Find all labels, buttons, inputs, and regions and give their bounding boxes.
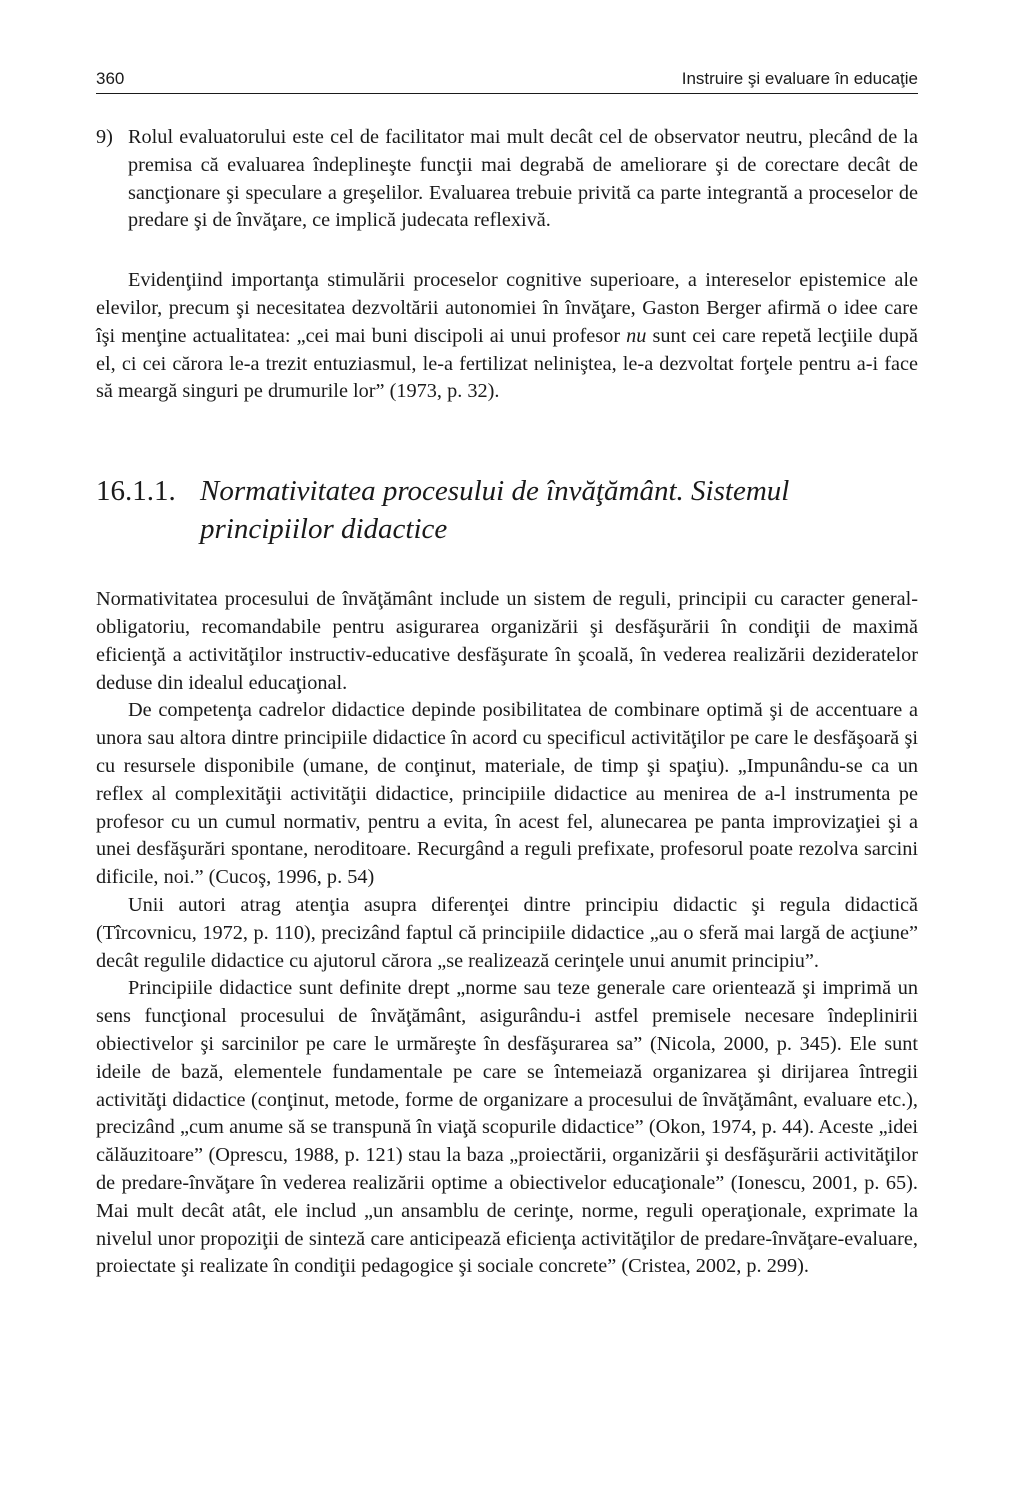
intro-italic-word: nu — [626, 324, 647, 347]
section-body — [96, 586, 918, 1281]
body-paragraph: Principiile didactice sunt definite drept „norme sau teze generale care orientează şi imprimă un sens funcţional procesului de învăţământ, asigurându-i astfel premisele necesare îndeplinirii obiectivelor şi sarcinilor pe care le urmăreşte în desfăşurarea sa” (Nicola, 2000, p. 345). Ele sunt ideile de bază, elementele fundamentale pe care se întemeiază organizarea şi dirijarea întregii activităţi didactice (conţinut, metode, forme de organizare a procesului de învăţământ, evaluare etc.), precizând „cum anume să se transpună în viaţă scopurile didactice” (Okon, 1974, p. 44). Aceste „idei călăuzitoare” (Oprescu, 1988, p. 121) stau la baza „proiectării, organizării şi desfăşurării activităţilor de predare-învăţare în vederea realizării optime a obiectivelor educaţionale” (Ionescu, 2001, p. 65). Mai mult decât atât, ele includ „un ansamblu de cerinţe, norme, reguli operaţionale, exprimate la nivelul unor propoziţii de sinteză care anticipează eficienţa activităţilor de predare-învăţare-evaluare, proiectate şi realizate în condiţii pedagogice şi sociale concrete” (Cristea, 2002, p. 299). — [96, 977, 918, 1278]
list-item-number: 9) — [96, 126, 113, 148]
list-item — [96, 124, 918, 235]
page-number: 360 — [96, 69, 125, 88]
body-paragraph: Normativitatea procesului de învăţământ include un sistem de reguli, principii cu caracter general-obligatoriu, recomandabile pentru asigurarea organizării şi desfăşurării în condiţii de maximă eficienţă a activităţilor instructiv-educative desfăşurate în şcoală, în vederea realizării dezideratelor deduse din idealul educaţional. — [96, 588, 918, 694]
section-title: Normativitatea procesului de învăţământ. Sistemul principiilor didactice — [200, 475, 790, 546]
section-number: 16.1.1. — [96, 475, 176, 508]
intro-text-after: sunt cei care repetă lecţiile după el, ci cei cărora le-a trezit entuziasmul, le-a fertilizat neliniştea, le-a dezvoltat forţele pentru a-i face să meargă singuri pe drumurile lor” (1973, p. 32). — [96, 324, 919, 403]
list-item-text: Rolul evaluatorului este cel de facilitator mai mult decât cel de observator neutru, plecând de la premisa că evaluarea îndeplineşte funcţii mai degrabă de ameliorare şi de corectare decât de sancţionare şi speculare a greşelilor. Evaluarea trebuie privită ca parte integrantă a proceselor de predare şi de învăţare, ce implică judecata reflexivă. — [128, 126, 918, 232]
intro-text-before: Evidenţiind importanţa stimulării proceselor cognitive superioare, a intereselor epistemice ale elevilor, precum şi necesitatea dezvoltării autonomiei în învăţare, Gaston Berger afirmă o idee care îşi menţine actualitatea: „cei mai buni discipoli ai unui profesor — [96, 269, 918, 347]
section-heading — [96, 472, 918, 548]
running-header — [96, 68, 918, 94]
book-page — [96, 68, 918, 1281]
body-paragraph: De competenţa cadrelor didactice depinde posibilitatea de combinare optimă şi de accentuare a unora sau altora dintre principiile didactice în acord cu specificul activităţilor pe care le desfăşoară şi cu resursele disponibile (umane, de conţinut, materiale, de timp şi spaţiu). „Impunându-se ca un reflex al complexităţii activităţii didactice, principiile didactice au menirea de a-l instrumenta pe profesor cu un cumul normativ, pentru a evita, în acest fel, alunecarea pe panta improvizaţiei şi a unei desfăşurări spontane, neroditoare. Recurgând a reguli prefixate, profesorul poate rezolva sarcini dificile, noi.” (Cucoş, 1996, p. 54) — [96, 699, 918, 889]
body-paragraph: Unii autori atrag atenţia asupra diferenţei dintre principiu didactic şi regula didactică (Tîrcovnicu, 1972, p. 110), precizând faptul că principiile didactice „au o sferă mai largă de acţiune” decât regulile didactice cu ajutorul cărora „se realizează cerinţele unui anumit principiu”. — [96, 893, 918, 972]
intro-paragraph — [96, 267, 918, 406]
running-title: Instruire şi evaluare în educaţie — [681, 69, 918, 88]
